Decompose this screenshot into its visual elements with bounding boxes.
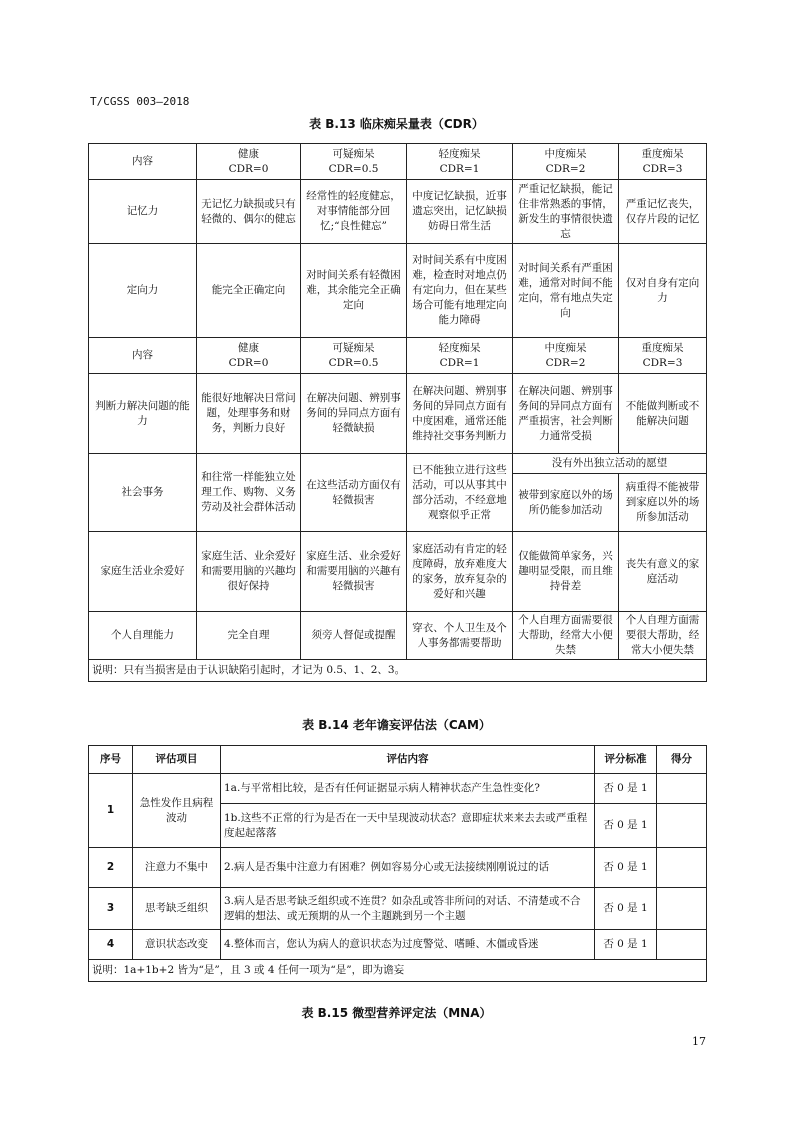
scoring-standard: 否 0 是 1 xyxy=(595,804,657,848)
page-number: 17 xyxy=(692,1035,706,1048)
row-memory xyxy=(89,180,707,244)
row-label: 记忆力 xyxy=(89,180,197,244)
standard-code-header: T/CGSS 003—2018 xyxy=(90,95,190,108)
col-questionable: 可疑痴呆 CDR=0.5 xyxy=(301,338,407,374)
col-no: 序号 xyxy=(89,746,133,774)
row-label: 判断力解决问题的能力 xyxy=(89,374,197,454)
table-cell: 能完全正确定向 xyxy=(197,244,301,338)
col-content: 评估内容 xyxy=(221,746,595,774)
cdr-header-row xyxy=(89,144,707,180)
cam-row xyxy=(89,848,707,888)
table-cell: 经常性的轻度健忘，对事情能部分回忆;“良性健忘” xyxy=(301,180,407,244)
table-cell: 家庭生活、业余爱好和需要用脑的兴趣均很好保持 xyxy=(197,532,301,612)
row-selfcare xyxy=(89,612,707,660)
col-standard: 评分标准 xyxy=(595,746,657,774)
score-cell xyxy=(657,888,707,930)
col-moderate: 中度痴呆 CDR=2 xyxy=(513,144,619,180)
assessment-content: 3.病人是否思考缺乏组织或不连贯？如杂乱或答非所问的对话、不清楚或不合逻辑的想法、或无预期的从一个主题跳到另一个主题 xyxy=(221,888,595,930)
table-cell: 和往常一样能独立处理工作、购物、义务劳动及社会群体活动 xyxy=(197,454,301,532)
table-cell: 对时间关系有严重困难，通常对时间不能定向，常有地点失定向 xyxy=(513,244,619,338)
table-cell: 在解决问题、辨别事务间的异同点方面有中度困难，通常还能维持社交事务判断力 xyxy=(407,374,513,454)
scoring-standard: 否 0 是 1 xyxy=(595,774,657,804)
table-cell: 严重记忆缺损，能记住非常熟悉的事情，新发生的事情很快遗忘 xyxy=(513,180,619,244)
assessment-item: 注意力不集中 xyxy=(133,848,221,888)
table-cell: 无记忆力缺损或只有轻微的、偶尔的健忘 xyxy=(197,180,301,244)
assessment-item: 急性发作且病程波动 xyxy=(133,774,221,848)
cam-header-row xyxy=(89,746,707,774)
scoring-standard: 否 0 是 1 xyxy=(595,848,657,888)
assessment-content: 1a.与平常相比较，是否有任何证据显示病人精神状态产生急性变化? xyxy=(221,774,595,804)
table-cell: 严重记忆丧失，仅存片段的记忆 xyxy=(619,180,707,244)
assessment-content: 2.病人是否集中注意力有困难？例如容易分心或无法接续刚刚说过的话 xyxy=(221,848,595,888)
table-cell: 丧失有意义的家庭活动 xyxy=(619,532,707,612)
table-cell: 在解决问题、辨别事务间的异同点方面有轻微缺损 xyxy=(301,374,407,454)
row-orientation xyxy=(89,244,707,338)
cam-table xyxy=(88,745,707,982)
score-cell xyxy=(657,774,707,804)
table-cell: 家庭活动有肯定的轻度障碍，放弃难度大的家务，放弃复杂的爱好和兴趣 xyxy=(407,532,513,612)
cdr-table xyxy=(88,143,707,682)
assessment-content: 4.整体而言，您认为病人的意识状态为过度警觉、嗜睡、木僵或昏迷 xyxy=(221,930,595,960)
col-healthy: 健康 CDR=0 xyxy=(197,144,301,180)
assessment-item: 思考缺乏组织 xyxy=(133,888,221,930)
scoring-standard: 否 0 是 1 xyxy=(595,888,657,930)
mna-table-caption: 表 B.15 微型营养评定法（MNA） xyxy=(301,1006,492,1020)
cdr-header-row-repeat xyxy=(89,338,707,374)
table-cell: 仅能做简单家务，兴趣明显受限，而且维持骨差 xyxy=(513,532,619,612)
score-cell xyxy=(657,930,707,960)
col-mild: 轻度痴呆 CDR=1 xyxy=(407,144,513,180)
score-cell xyxy=(657,804,707,848)
col-severe: 重度痴呆 CDR=3 xyxy=(619,144,707,180)
table-cell-merged: 没有外出独立活动的愿望 xyxy=(513,454,707,474)
table-cell: 须旁人督促或提醒 xyxy=(301,612,407,660)
table-cell: 病重得不能被带到家庭以外的场所参加活动 xyxy=(619,474,707,532)
row-number: 1 xyxy=(89,774,133,848)
cam-note-row xyxy=(89,960,707,982)
cam-note: 说明：1a+1b+2 皆为“是”，且 3 或 4 任何一项为“是”，即为谵妄 xyxy=(89,960,707,982)
table-cell: 中度记忆缺损，近事遗忘突出，记忆缺损妨碍日常生活 xyxy=(407,180,513,244)
col-questionable: 可疑痴呆 CDR=0.5 xyxy=(301,144,407,180)
table-cell: 完全自理 xyxy=(197,612,301,660)
col-healthy: 健康 CDR=0 xyxy=(197,338,301,374)
col-moderate: 中度痴呆 CDR=2 xyxy=(513,338,619,374)
assessment-item: 意识状态改变 xyxy=(133,930,221,960)
row-judgment xyxy=(89,374,707,454)
row-social xyxy=(89,454,707,474)
cam-row xyxy=(89,930,707,960)
table-cell: 在这些活动方面仅有轻微损害 xyxy=(301,454,407,532)
col-severe: 重度痴呆 CDR=3 xyxy=(619,338,707,374)
table-cell: 在解决问题、辨别事务间的异同点方面有严重损害，社会判断力通常受损 xyxy=(513,374,619,454)
cam-row xyxy=(89,774,707,804)
cam-row xyxy=(89,888,707,930)
content-header: 内容 xyxy=(89,338,197,374)
content-header: 内容 xyxy=(89,144,197,180)
score-cell xyxy=(657,848,707,888)
table-cell: 被带到家庭以外的场所仍能参加活动 xyxy=(513,474,619,532)
table-cell: 家庭生活、业余爱好和需要用脑的兴趣有轻微损害 xyxy=(301,532,407,612)
table-cell: 个人自理方面需要很大帮助，经常大小便失禁 xyxy=(619,612,707,660)
cam-table-caption: 表 B.14 老年谵妄评估法（CAM） xyxy=(302,718,491,732)
row-label: 社会事务 xyxy=(89,454,197,532)
assessment-content: 1b.这些不正常的行为是否在一天中呈现波动状态？意即症状来来去去或严重程度起起落落 xyxy=(221,804,595,848)
row-label: 家庭生活业余爱好 xyxy=(89,532,197,612)
row-label: 个人自理能力 xyxy=(89,612,197,660)
table-cell: 穿衣、个人卫生及个人事务都需要帮助 xyxy=(407,612,513,660)
row-number: 4 xyxy=(89,930,133,960)
row-label: 定向力 xyxy=(89,244,197,338)
table-cell: 仅对自身有定向力 xyxy=(619,244,707,338)
table-cell: 能很好地解决日常问题，处理事务和财务，判断力良好 xyxy=(197,374,301,454)
col-score: 得分 xyxy=(657,746,707,774)
table-cell: 个人自理方面需要很大帮助，经常大小便失禁 xyxy=(513,612,619,660)
cdr-table-caption: 表 B.13 临床痴呆量表（CDR） xyxy=(309,117,484,131)
scoring-standard: 否 0 是 1 xyxy=(595,930,657,960)
table-cell: 不能做判断或不能解决问题 xyxy=(619,374,707,454)
cdr-note-row xyxy=(89,660,707,682)
cdr-note: 说明：只有当损害是由于认识缺陷引起时，才记为 0.5、1、2、3。 xyxy=(89,660,707,682)
row-number: 2 xyxy=(89,848,133,888)
table-cell: 已不能独立进行这些活动，可以从事其中部分活动，不经意地观察似乎正常 xyxy=(407,454,513,532)
row-home xyxy=(89,532,707,612)
row-number: 3 xyxy=(89,888,133,930)
table-cell: 对时间关系有中度困难，检查时对地点仍有定向力，但在某些场合可能有地理定向能力障碍 xyxy=(407,244,513,338)
table-cell: 对时间关系有轻微困难，其余能完全正确定向 xyxy=(301,244,407,338)
col-item: 评估项目 xyxy=(133,746,221,774)
col-mild: 轻度痴呆 CDR=1 xyxy=(407,338,513,374)
